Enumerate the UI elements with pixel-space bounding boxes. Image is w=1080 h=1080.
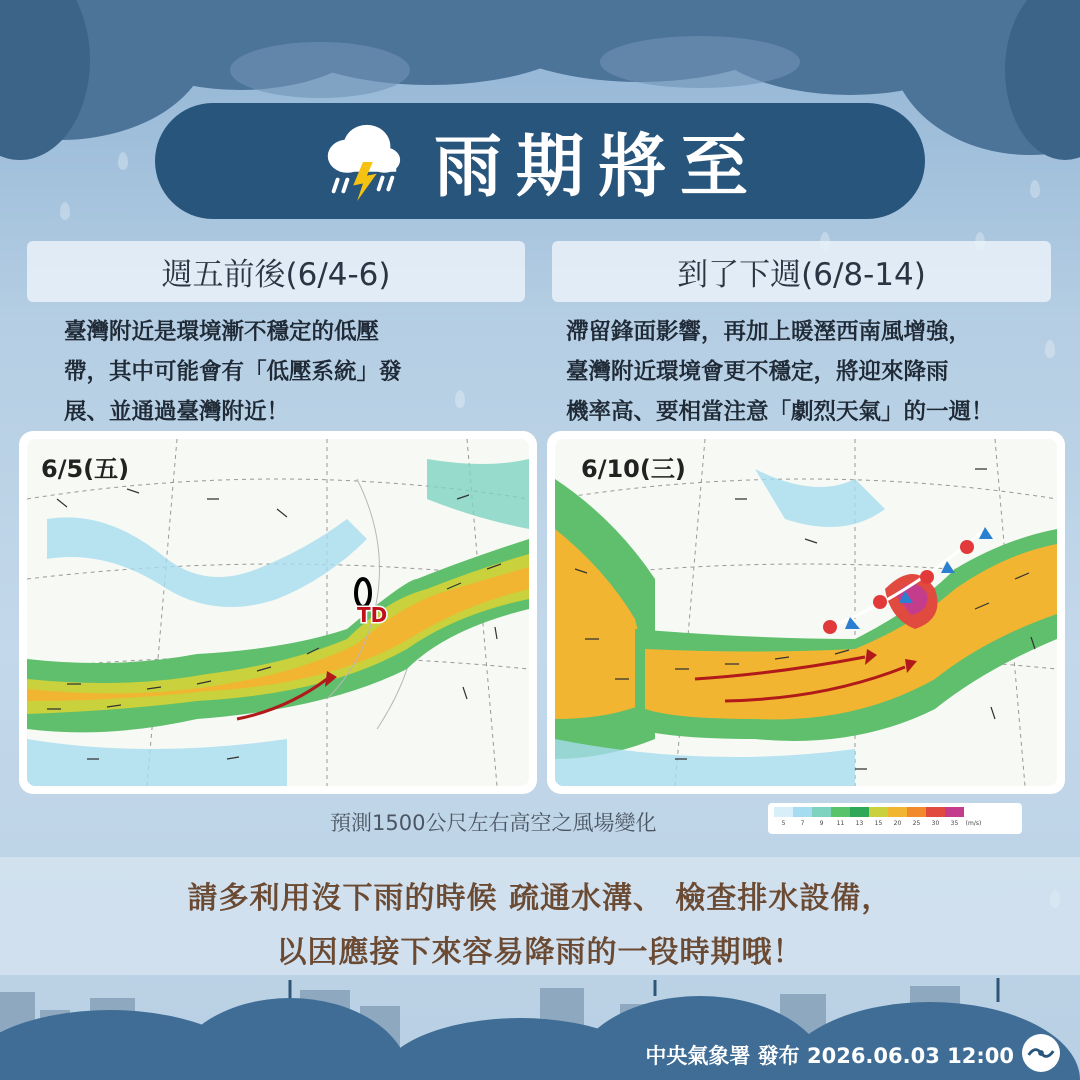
- footer-publish-info: 中央氣象署 發布 2026.06.03 12:00: [645, 1044, 1014, 1068]
- raindrop: [1045, 340, 1055, 358]
- legend-tick: 5: [781, 820, 786, 827]
- legend-swatch: [812, 807, 831, 817]
- legend-swatch: [888, 807, 907, 817]
- legend-tick: 35: [950, 820, 959, 827]
- legend-color-bar: [774, 807, 964, 817]
- legend-tick: 15: [874, 820, 883, 827]
- legend-swatch: [850, 807, 869, 817]
- desc-line: 帶，其中可能會有「低壓系統」發: [64, 359, 402, 385]
- wind-field-map: [27, 439, 529, 786]
- raindrop: [60, 202, 70, 220]
- wind-field-map: [555, 439, 1057, 786]
- left-wind-map: [19, 431, 537, 794]
- legend-tick: 7: [800, 820, 805, 827]
- cwa-logo-icon: [1022, 1034, 1060, 1072]
- desc-line: 滯留鋒面影響，再加上暖溼西南風增強，: [566, 319, 972, 345]
- legend-swatch: [945, 807, 964, 817]
- page-title: 雨期將至: [433, 127, 762, 207]
- desc-line: 臺灣附近環境會更不穩定，將迎來降雨: [566, 359, 949, 385]
- notice-line-2: 以因應接下來容易降雨的一段時期哦！: [276, 935, 804, 970]
- legend-swatch: [869, 807, 888, 817]
- legend-tick: 13: [855, 820, 864, 827]
- legend-tick: 30: [931, 820, 940, 827]
- desc-line: 展、並通過臺灣附近！: [64, 399, 290, 425]
- raindrop: [118, 152, 128, 170]
- left-map-date: 6/5(五): [41, 455, 130, 483]
- legend-tick: 9: [819, 820, 824, 827]
- legend-swatch: [793, 807, 812, 817]
- wind-speed-legend: [768, 803, 1022, 834]
- legend-swatch: [926, 807, 945, 817]
- right-map-date: 6/10(三): [581, 455, 686, 483]
- legend-tick: (m/s): [965, 820, 982, 827]
- legend-swatch: [831, 807, 850, 817]
- notice-panel: [0, 857, 1080, 975]
- thunderstorm-rain-icon: [318, 117, 406, 205]
- legend-ticks: [774, 820, 1010, 827]
- raindrop: [455, 390, 465, 408]
- legend-swatch: [907, 807, 926, 817]
- right-period-header: 到了下週(6/8-14): [552, 241, 1051, 302]
- td-label: TD: [357, 603, 388, 627]
- left-period-header: 週五前後(6/4-6): [27, 241, 525, 302]
- map-caption: 預測1500公尺左右高空之風場變化: [330, 811, 657, 835]
- legend-tick: 25: [912, 820, 921, 827]
- raindrop: [1030, 180, 1040, 198]
- title-banner: [155, 103, 925, 219]
- legend-tick: 20: [893, 820, 902, 827]
- right-description: [566, 312, 994, 432]
- legend-swatch: [774, 807, 793, 817]
- right-wind-map: [547, 431, 1065, 794]
- notice-line-1: 請多利用沒下雨的時候 疏通水溝、 檢查排水設備，: [187, 881, 893, 916]
- desc-line: 機率高、要相當注意「劇烈天氣」的一週！: [566, 399, 994, 425]
- left-description: [64, 312, 402, 432]
- legend-tick: 11: [836, 820, 845, 827]
- desc-line: 臺灣附近是環境漸不穩定的低壓: [64, 319, 380, 345]
